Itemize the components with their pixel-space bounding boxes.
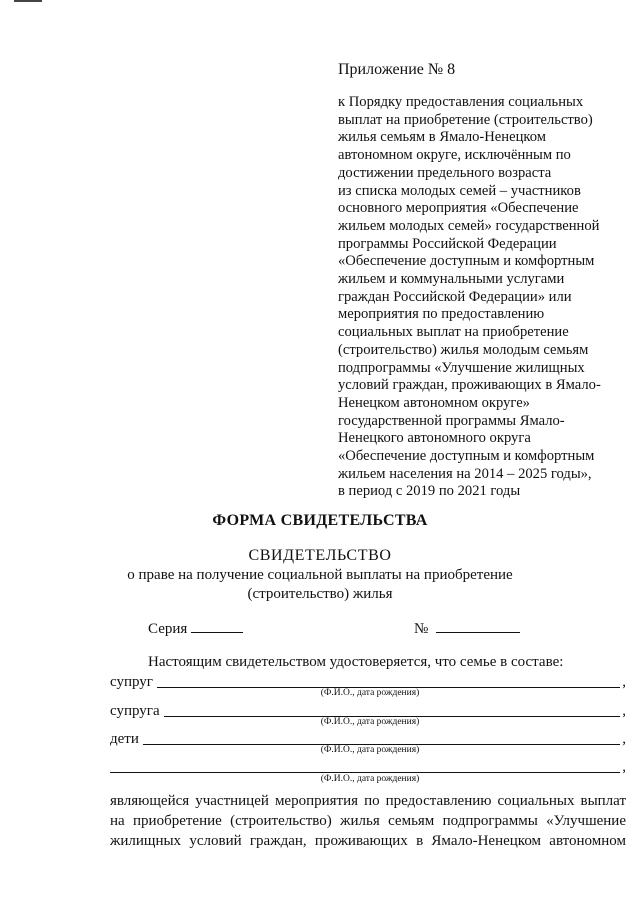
appendix-line: социальных выплат на приобретение: [338, 324, 569, 341]
appendix-line: основного мероприятия «Обеспечение: [338, 200, 579, 217]
appendix-line: Ненецком автономном округе»: [338, 394, 530, 411]
appendix-line: программы Российской Федерации: [338, 235, 557, 252]
children-field: [110, 727, 626, 747]
appendix-block: [338, 60, 638, 501]
number-input-line[interactable]: [436, 619, 520, 633]
wife-label: супруга: [110, 703, 160, 719]
number-field: [414, 619, 520, 638]
appendix-line: государственной программы Ямало-: [338, 412, 565, 429]
certificate-subtitle-line: о праве на получение социальной выплаты на приобретение: [127, 567, 513, 583]
children-extra-input-line[interactable]: [110, 758, 620, 773]
series-field: [148, 619, 243, 638]
appendix-line: (строительство) жилья молодым семьям: [338, 341, 589, 358]
number-label: №: [414, 621, 429, 637]
wife-input-line[interactable]: [164, 702, 621, 717]
appendix-line: к Порядку предоставления социальных: [338, 94, 584, 110]
paragraph-line: жилищных условий граждан, проживающих в Ямало-Ненецком автономном: [110, 833, 626, 849]
appendix-line: выплат на приобретение (строительство): [338, 111, 593, 128]
field-hint: (Ф.И.О., дата рождения): [320, 717, 420, 727]
field-hint: (Ф.И.О., дата рождения): [320, 774, 420, 784]
children-label: дети: [110, 731, 139, 747]
appendix-line: достижении предельного возраста: [338, 164, 552, 181]
intro-text: Настоящим свидетельством удостоверяется, что семье в составе:: [148, 654, 564, 670]
appendix-line: автономном округе, исключённым по: [338, 147, 571, 164]
appendix-line: жильем населения на 2014 – 2025 годы»,: [338, 465, 592, 482]
appendix-line: в период с 2019 по 2021 годы: [338, 483, 521, 500]
form-title: ФОРМА СВИДЕТЕЛЬСТВА: [212, 512, 428, 529]
appendix-line: жильем и коммунальными услугами: [338, 271, 565, 288]
appendix-line: Ненецкого автономного округа: [338, 430, 531, 447]
certificate-title: СВИДЕТЕЛЬСТВО: [248, 547, 392, 564]
appendix-line: «Обеспечение доступным и комфортным: [338, 253, 595, 270]
children-input-line[interactable]: [143, 730, 620, 745]
appendix-line: «Обеспечение доступным и комфортным: [338, 448, 595, 465]
field-comma: ,: [622, 703, 626, 719]
husband-label: супруг: [110, 674, 153, 690]
series-input-line[interactable]: [191, 619, 243, 633]
field-hint: (Ф.И.О., дата рождения): [320, 745, 420, 755]
appendix-line: условий граждан, проживающих в Ямало-: [338, 377, 601, 394]
field-hint: (Ф.И.О., дата рождения): [320, 688, 420, 698]
appendix-title: Приложение № 8: [338, 61, 456, 78]
husband-input-line[interactable]: [157, 673, 620, 688]
appendix-line: граждан Российской Федерации» или: [338, 288, 572, 305]
appendix-line: жилья семьям в Ямало-Ненецком: [338, 129, 546, 146]
appendix-line: из списка молодых семей – участников: [338, 182, 581, 199]
certificate-subtitle: [0, 566, 640, 604]
paragraph-line: на приобретение (строительство) жилья семьям подпрограммы «Улучшение: [110, 813, 626, 829]
field-comma: ,: [622, 731, 626, 747]
paragraph-line: являющейся участницей мероприятия по предоставлению социальных выплат: [110, 793, 626, 809]
husband-field: [110, 670, 626, 690]
certificate-subtitle-line: (строительство) жилья: [247, 586, 393, 602]
field-comma: ,: [622, 759, 626, 775]
body-paragraph: [110, 791, 626, 851]
appendix-line: мероприятия по предоставлению: [338, 306, 545, 323]
scan-artifact: [14, 0, 42, 2]
appendix-line: подпрограммы «Улучшение жилищных: [338, 359, 585, 376]
series-label: Серия: [148, 621, 188, 637]
appendix-line: жильем молодых семей» государственной: [338, 217, 600, 234]
field-comma: ,: [622, 674, 626, 690]
wife-field: [110, 699, 626, 719]
children-extra-field: [110, 755, 626, 775]
